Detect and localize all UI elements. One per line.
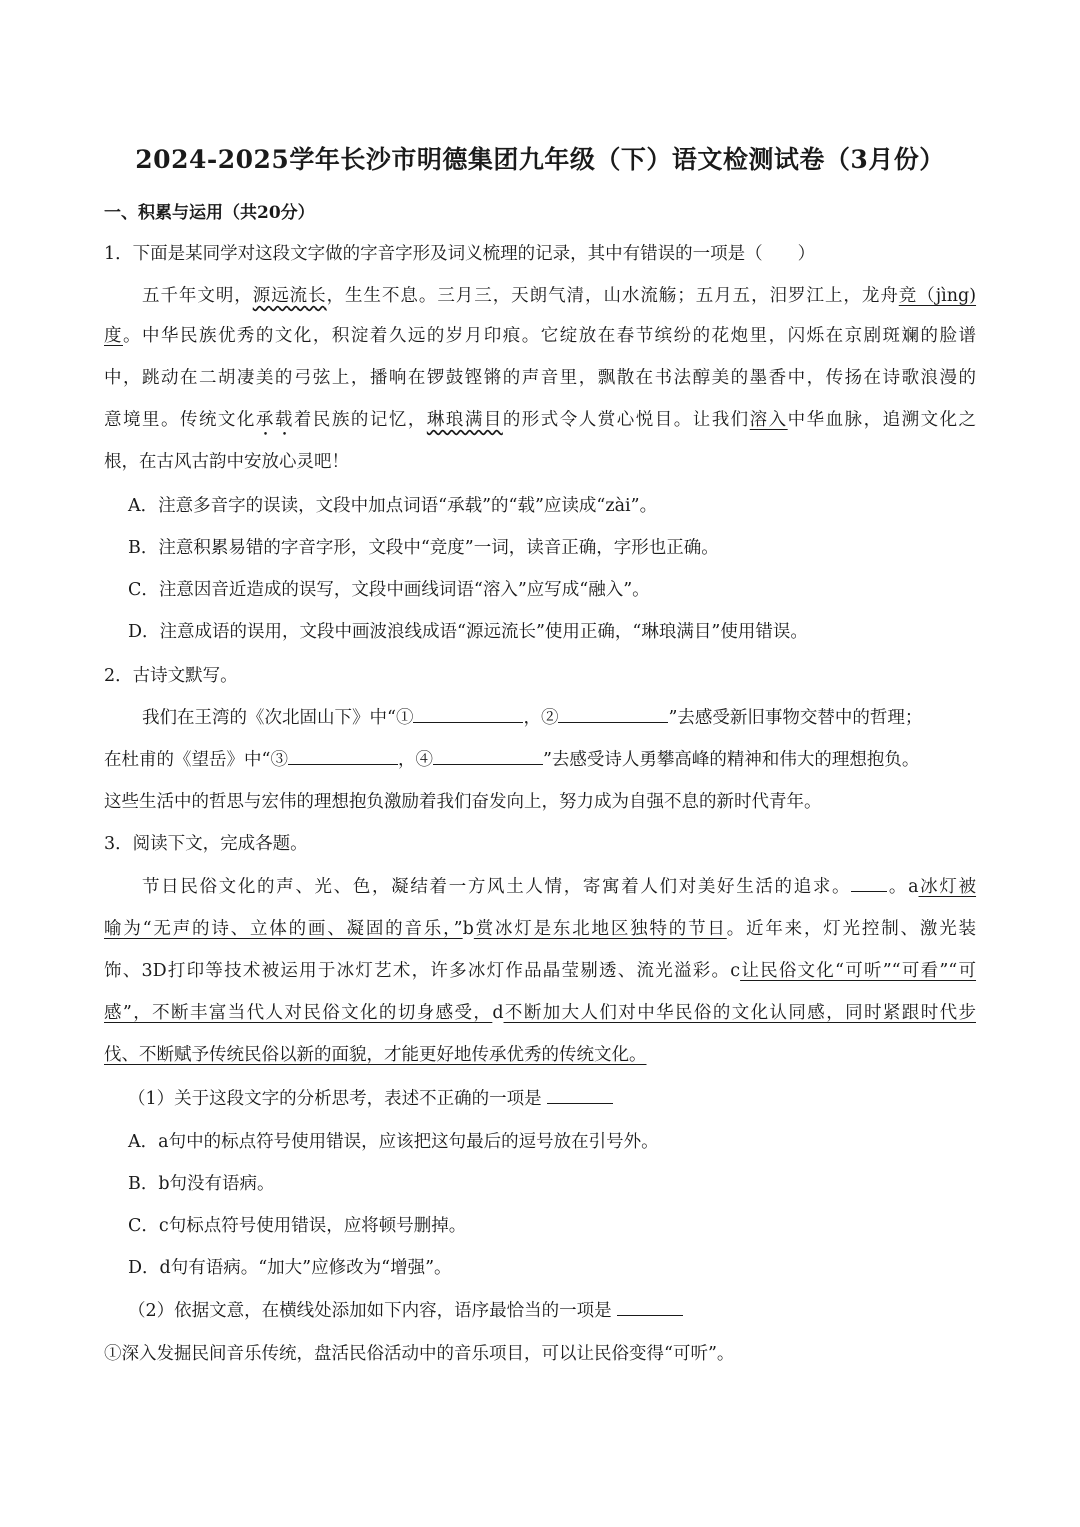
q1-option-b[interactable]: B．注意积累易错的字音字形，文段中“竞度”一词，读音正确，字形也正确。 <box>128 538 719 558</box>
answer-blank-2[interactable] <box>558 704 668 723</box>
q2-line-1: 我们在王湾的《次北固山下》中“① ，② ”去感受新旧事物交替中的哲理； <box>142 704 922 729</box>
dotted-zai: 载 <box>274 410 294 430</box>
answer-blank-1[interactable] <box>413 704 523 723</box>
q1-passage-line-5: 根，在古风古韵中安放心灵吧！ <box>104 452 349 472</box>
passage-blank[interactable] <box>851 873 887 892</box>
underlined-sentence-d: 伐、不断赋予传统民俗以新的面貌，才能更好地传承优秀的传统文化。 <box>104 1045 647 1065</box>
q3-passage-line-2: 喻为“无声的诗、立体的画、凝固的音乐，”b赏冰灯是东北地区独特的节日。近年来，灯光控制、激光装 <box>104 919 977 939</box>
underlined-sentence-b: 赏冰灯是东北地区独特的节日 <box>473 919 727 939</box>
q3-passage-line-1: 节日民俗文化的声、光、色，凝结着一方风土人情，寄寓着人们对美好生活的追求。 。a冰灯被 <box>142 873 976 898</box>
q2-stem: 2．古诗文默写。 <box>104 666 238 686</box>
underlined-sentence-c: 感”，不断丰富当代人对民俗文化的切身感受， <box>104 1003 493 1023</box>
underlined-jingdu: 竞（jìng) <box>898 286 977 306</box>
q1-passage-line-1: 五千年文明，源远流长，生生不息。三月三，天朗气清，山水流觞；五月五，汨罗江上，龙舟竞（jìng) <box>142 286 977 306</box>
underlined-sentence-c-start: 让民俗文化“可听”“可看”“可 <box>740 961 977 981</box>
answer-blank-sub1[interactable] <box>547 1085 613 1104</box>
underlined-sentence-a-start: 冰灯被 <box>918 877 977 897</box>
q2-line-2: 在杜甫的《望岳》中“③ ，④ ”去感受诗人勇攀高峰的精神和伟大的理想抱负。 <box>104 746 919 771</box>
dotted-cheng: 承 <box>255 410 275 430</box>
wavy-idiom-yuanyuan: 源远流长 <box>252 286 327 306</box>
answer-blank-4[interactable] <box>433 746 543 765</box>
underlined-rongru: 溶入 <box>749 410 788 430</box>
q3-sub1-option-d[interactable]: D．d句有语病。“加大”应修改为“增强”。 <box>128 1258 452 1278</box>
section-heading: 一、积累与运用（共20分） <box>104 203 315 223</box>
underlined-jingdu-end: 度 <box>104 326 123 346</box>
underlined-sentence-d-start: 不断加大人们对中华民俗的文化认同感，同时紧跟时代步 <box>503 1003 976 1023</box>
exam-title: 2024-2025学年长沙市明德集团九年级（下）语文检测试卷（3月份） <box>135 145 945 174</box>
q3-stem: 3．阅读下文，完成各题。 <box>104 834 308 854</box>
q1-option-d[interactable]: D．注意成语的误用，文段中画波浪线成语“源远流长”使用正确，“琳琅满目”使用错误。 <box>128 622 808 642</box>
q3-sub2-stem: （2）依据文意，在横线处添加如下内容，语序最恰当的一项是 <box>128 1297 683 1322</box>
q3-passage-line-5 <box>104 1041 647 1066</box>
q3-passage-line-4: 感”，不断丰富当代人对民俗文化的切身感受，d不断加大人们对中华民俗的文化认同感，同时紧跟时代步 <box>104 1003 976 1023</box>
q1-option-a[interactable]: A．注意多音字的误读，文段中加点词语“承载”的“载”应读成“zài”。 <box>128 496 658 516</box>
q3-sub1-stem: （1）关于这段文字的分析思考，表述不正确的一项是 <box>128 1085 613 1110</box>
answer-blank-3[interactable] <box>288 746 398 765</box>
answer-blank-sub2[interactable] <box>617 1297 683 1316</box>
q3-sub1-option-a[interactable]: A．a句中的标点符号使用错误，应该把这句最后的逗号放在引号外。 <box>128 1132 659 1152</box>
q1-passage-line-4: 意境里。传统文化承载着民族的记忆，琳琅满目的形式令人赏心悦目。让我们溶入中华血脉，追溯文化之 <box>104 410 977 430</box>
underlined-sentence-a: 喻为“无声的诗、立体的画、凝固的音乐，” <box>104 919 463 939</box>
q1-option-c[interactable]: C．注意因音近造成的误写，文段中画线词语“溶入”应写成“融入”。 <box>128 580 650 600</box>
q2-line-3: 这些生活中的哲思与宏伟的理想抱负激励着我们奋发向上，努力成为自强不息的新时代青年。 <box>104 792 822 812</box>
q1-stem: 1．下面是某同学对这段文字做的字音字形及词义梳理的记录，其中有错误的一项是（ ） <box>104 244 816 264</box>
q3-sub2-item-1: ①深入发掘民间音乐传统，盘活民俗活动中的音乐项目，可以让民俗变得“可听”。 <box>104 1344 735 1364</box>
q1-passage-line-2: 度。中华民族优秀的文化，积淀着久远的岁月印痕。它绽放在春节缤纷的花炮里，闪烁在京剧斑斓的脸谱 <box>104 326 977 346</box>
q3-passage-line-3: 饰、3D打印等技术被运用于冰灯艺术，许多冰灯作品晶莹剔透、流光溢彩。c让民俗文化“可听”“可看”“可 <box>104 961 977 981</box>
q1-passage-line-3: 中，跳动在二胡凄美的弓弦上，播响在锣鼓铿锵的声音里，飘散在书法醇美的墨香中，传扬在诗歌浪漫的 <box>104 368 976 388</box>
q3-sub1-option-c[interactable]: C．c句标点符号使用错误，应将顿号删掉。 <box>128 1216 467 1236</box>
wavy-idiom-linlang: 琳琅满目 <box>426 410 503 430</box>
q3-sub1-option-b[interactable]: B．b句没有语病。 <box>128 1174 275 1194</box>
